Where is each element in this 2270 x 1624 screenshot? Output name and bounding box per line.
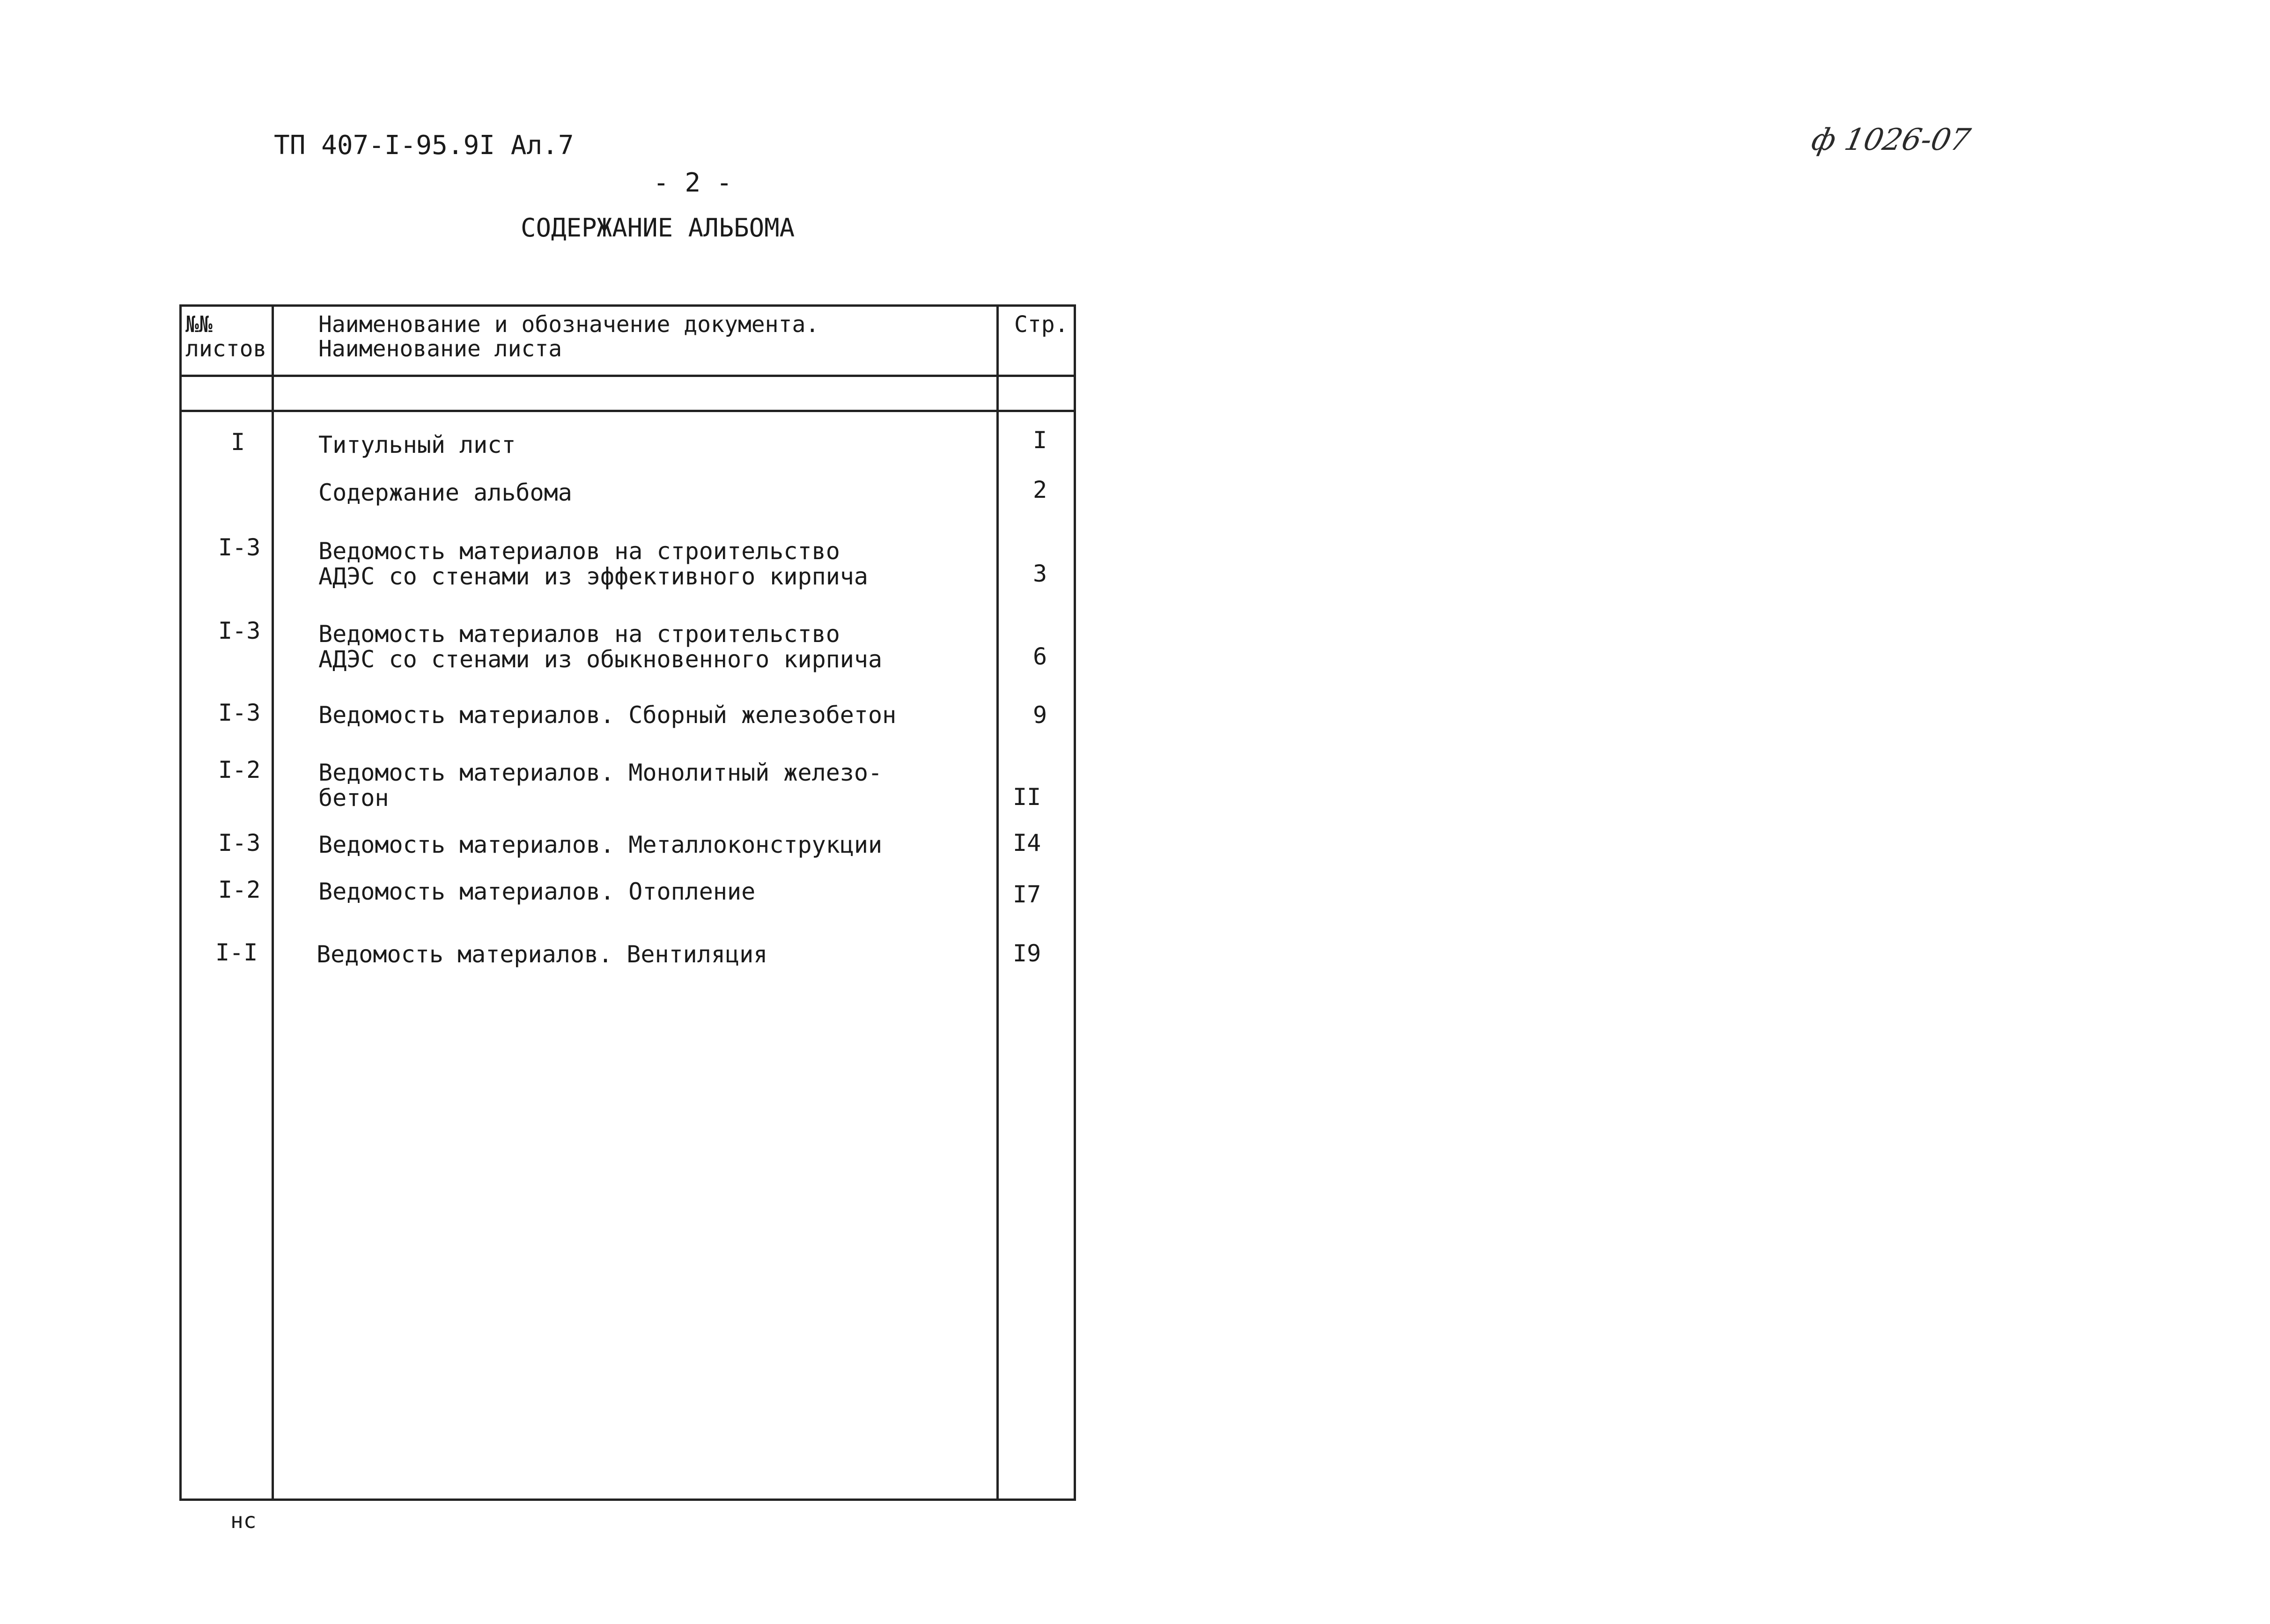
- row-sheets: I-3: [218, 699, 261, 726]
- column-header-page: Стр.: [1014, 311, 1069, 338]
- row-page: 9: [1033, 701, 1047, 729]
- footer-mark: нс: [230, 1508, 257, 1533]
- row-sheets: I-3: [218, 617, 261, 644]
- row-sheets: I-3: [218, 534, 261, 561]
- handwritten-note: ф 1026-07: [1808, 123, 1974, 157]
- row-sheets: I-3: [218, 829, 261, 856]
- row-name: Содержание альбома: [318, 479, 572, 506]
- row-name: Ведомость материалов на строительство АДЭС со стенами из обыкновенного кирпича: [318, 620, 883, 673]
- row-page: 6: [1033, 643, 1047, 670]
- column-header-name-line2: Наименование листа: [318, 336, 562, 362]
- row-name: Ведомость материалов. Вентиляция: [317, 941, 768, 968]
- row-sheets: I-2: [218, 876, 261, 903]
- row-sheets: I-2: [218, 756, 261, 783]
- page-number: - 2 -: [653, 168, 732, 198]
- row-name: Ведомость материалов. Отопление: [318, 878, 756, 905]
- row-name: Ведомость материалов на строительство АДЭС со стенами из эффективного кирпича: [318, 538, 868, 590]
- row-page: I: [1033, 427, 1047, 454]
- row-sheets: I: [231, 428, 245, 456]
- row-page: I7: [1013, 881, 1041, 908]
- header-divider: [182, 410, 1074, 412]
- row-page: I9: [1013, 940, 1041, 967]
- row-name: Ведомость материалов. Монолитный железо- бетон: [318, 759, 883, 812]
- row-page: 2: [1033, 476, 1047, 503]
- column-header-name-line1: Наименование и обозначение документа.: [318, 311, 819, 338]
- row-name: Ведомость материалов. Сборный железобетон: [318, 701, 897, 729]
- page-title: СОДЕРЖАНИЕ АЛЬБОМА: [521, 213, 795, 243]
- row-page: 3: [1033, 560, 1047, 587]
- row-sheets: I-I: [215, 939, 258, 966]
- row-name: Ведомость материалов. Металлоконструкции: [318, 831, 883, 858]
- column-header-sheets-line1: №№: [185, 311, 213, 338]
- header-divider: [182, 375, 1074, 377]
- contents-table: [179, 304, 1076, 1501]
- row-page: I4: [1013, 829, 1041, 856]
- document-code: ТП 407-I-95.9I Ал.7: [274, 130, 574, 161]
- row-name: Титульный лист: [318, 431, 516, 458]
- row-page: II: [1013, 783, 1041, 811]
- column-divider: [996, 307, 999, 1499]
- column-header-sheets-line2: листов: [185, 336, 267, 362]
- column-divider: [272, 307, 274, 1499]
